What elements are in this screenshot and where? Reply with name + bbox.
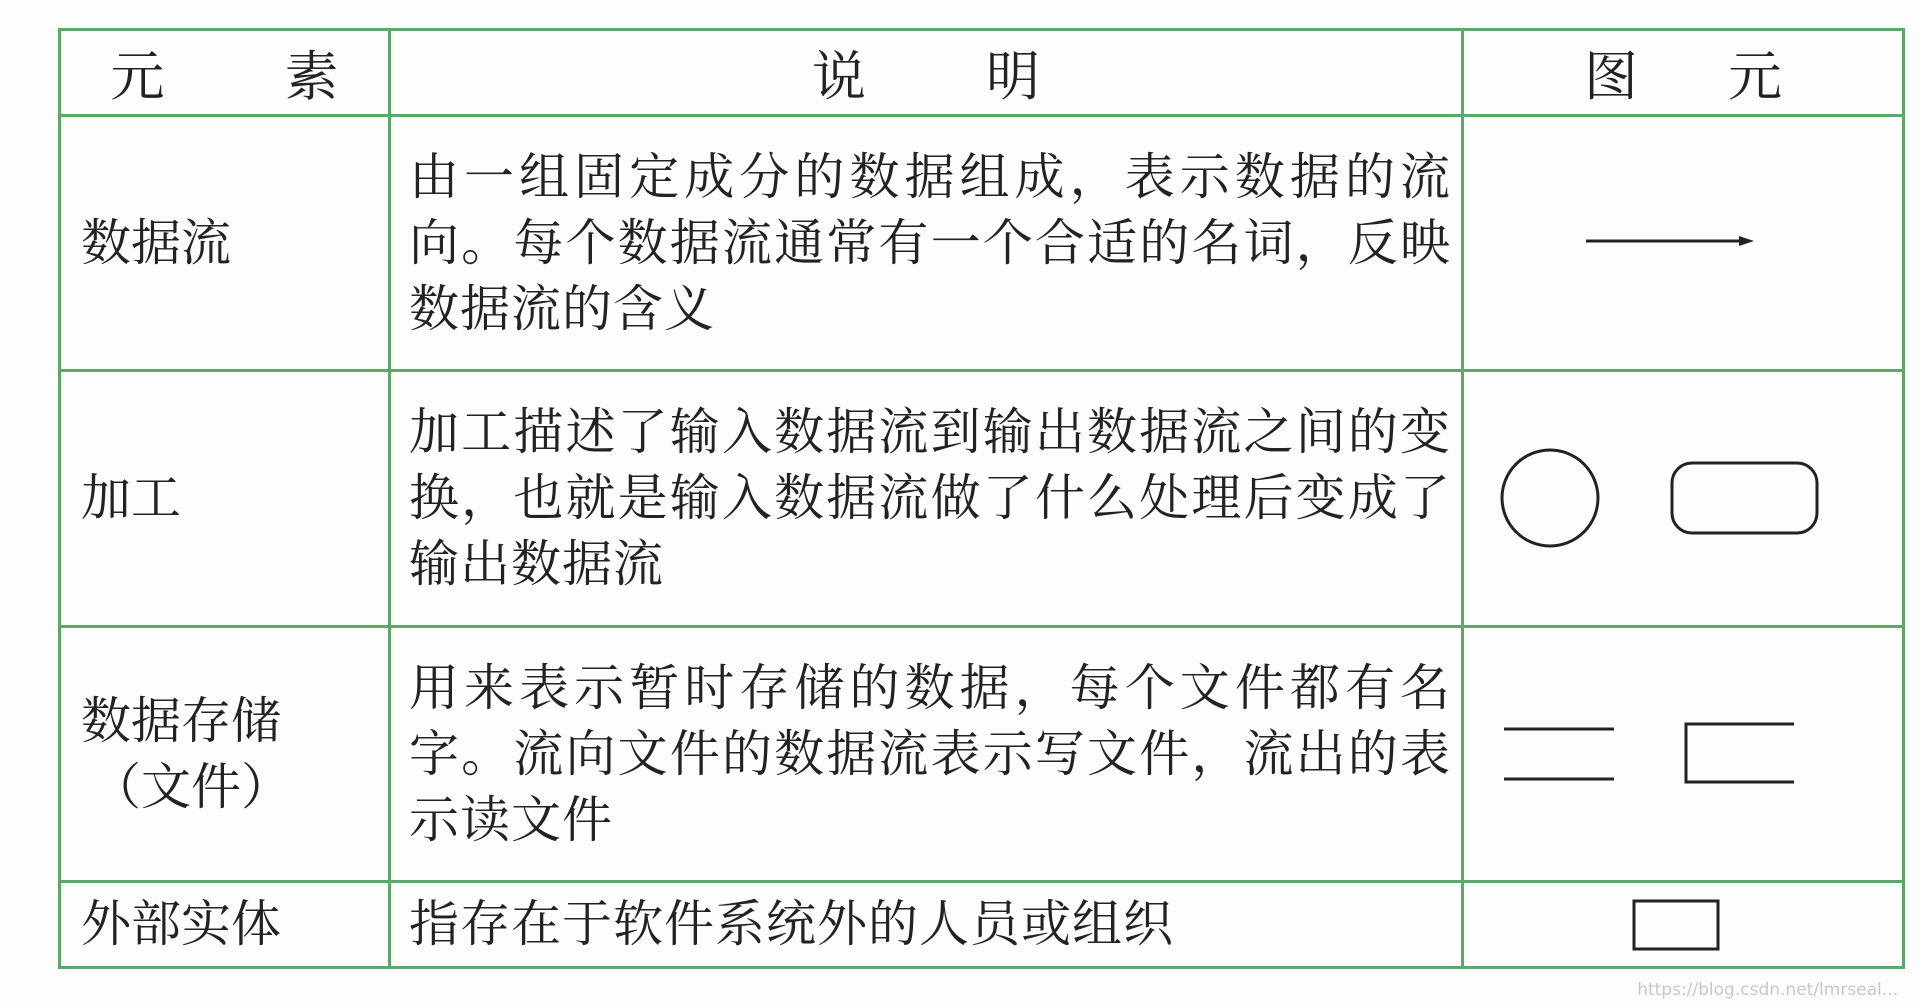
element-name-sub: （文件） [91, 757, 291, 816]
dfd-elements-table [58, 28, 1905, 969]
symbol-cell [1463, 371, 1904, 626]
symbol-cell [1463, 881, 1904, 967]
header-description-char-1: 说 [812, 45, 866, 109]
data-store-symbol-icon [1464, 694, 1905, 814]
table-header-row [60, 30, 1904, 116]
element-cell [60, 371, 390, 626]
table-row [60, 626, 1904, 881]
element-cell [60, 116, 390, 371]
description-cell: 由一组固定成分的数据组成，表示数据的流向。每个数据流通常有一个合适的名词，反映数据流的含义 [390, 116, 1463, 371]
watermark: https://blog.csdn.net/lmrseal... [1637, 980, 1898, 1000]
external-entity-rect-icon [1464, 889, 1905, 959]
header-description-char-2: 明 [986, 45, 1040, 109]
process-rounded-rect-icon [1672, 463, 1817, 533]
element-name: 数据流 [81, 214, 231, 273]
description-cell: 用来表示暂时存储的数据，每个文件都有名字。流向文件的数据流表示写文件，流出的表示读文件 [390, 626, 1463, 881]
header-element [60, 30, 390, 116]
symbol-cell [1463, 626, 1904, 881]
data-flow-arrow-icon [1464, 183, 1905, 303]
element-cell [60, 626, 390, 881]
data-store-open-rect-icon [1686, 724, 1794, 782]
process-symbol-icon [1464, 438, 1905, 558]
header-description [390, 30, 1463, 116]
header-element-char-2: 素 [284, 45, 339, 109]
table-row [60, 116, 1904, 371]
element-cell [60, 881, 390, 967]
process-circle-icon [1502, 450, 1598, 546]
element-name: 加工 [81, 469, 181, 528]
header-symbol [1463, 30, 1904, 116]
element-name: 外部实体 [81, 895, 281, 954]
table-row [60, 371, 1904, 626]
header-element-char-1: 元 [110, 45, 165, 109]
header-symbol-char-2: 元 [1728, 45, 1782, 109]
table-row [60, 881, 1904, 967]
element-name: 数据存储 [81, 691, 281, 750]
description-cell: 加工描述了输入数据流到输出数据流之间的变换，也就是输入数据流做了什么处理后变成了输出数据流 [390, 371, 1463, 626]
description-cell: 指存在于软件系统外的人员或组织 [390, 881, 1463, 967]
symbol-cell [1463, 116, 1904, 371]
header-symbol-char-1: 图 [1584, 45, 1638, 109]
